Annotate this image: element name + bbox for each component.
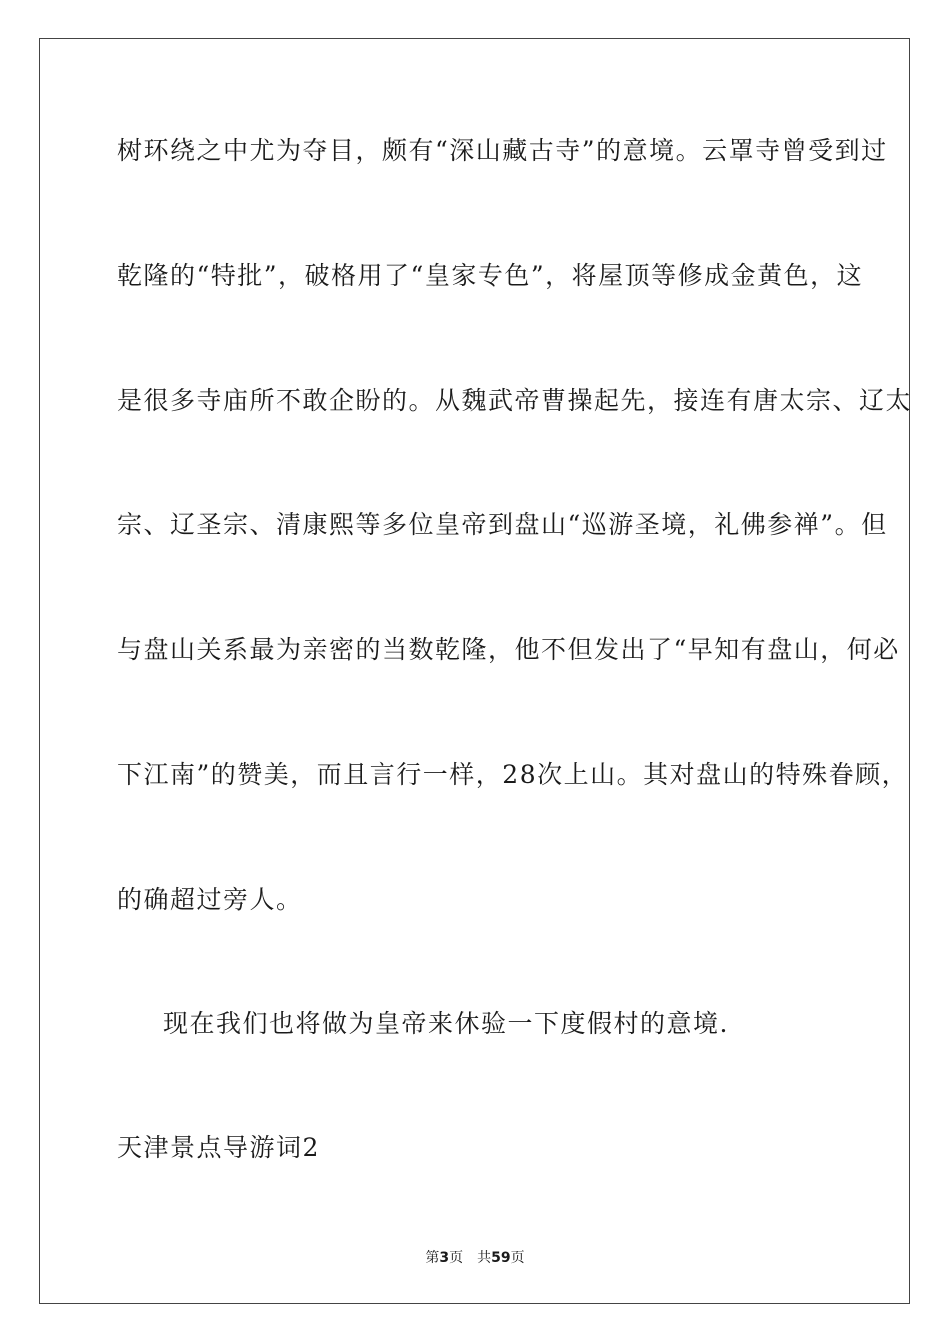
body-line-4: 宗、辽圣宗、清康熙等多位皇帝到盘山“巡游圣境，礼佛参禅”。但 bbox=[117, 510, 888, 539]
body-line-7: 的确超过旁人。 bbox=[117, 885, 303, 914]
paragraph-2: 现在我们也将做为皇帝来休验一下度假村的意境. bbox=[163, 1009, 729, 1038]
body-line-1: 树环绕之中尤为夺目，颇有“深山藏古寺”的意境。云罩寺曾受到过 bbox=[117, 136, 888, 165]
body-line-3: 是很多寺庙所不敢企盼的。从魏武帝曹操起先，接连有唐太宗、辽太 bbox=[117, 386, 913, 415]
footer-page-number: 3 bbox=[439, 1250, 450, 1266]
page-border bbox=[39, 38, 913, 1304]
footer-mid: 页 共 bbox=[449, 1250, 492, 1266]
footer-total-pages: 59 bbox=[491, 1250, 511, 1266]
body-line-6: 下江南”的赞美，而且言行一样，28次上山。其对盘山的特殊眷顾， bbox=[117, 760, 909, 789]
footer-suffix: 页 bbox=[510, 1250, 525, 1266]
body-line-5: 与盘山关系最为亲密的当数乾隆，他不但发出了“早知有盘山，何必 bbox=[117, 635, 900, 664]
section-heading: 天津景点导游词2 bbox=[117, 1133, 320, 1162]
page-footer bbox=[0, 1248, 950, 1268]
body-line-2: 乾隆的“特批”，破格用了“皇家专色”，将屋顶等修成金黄色，这 bbox=[117, 261, 864, 290]
footer-prefix: 第 bbox=[425, 1250, 440, 1266]
